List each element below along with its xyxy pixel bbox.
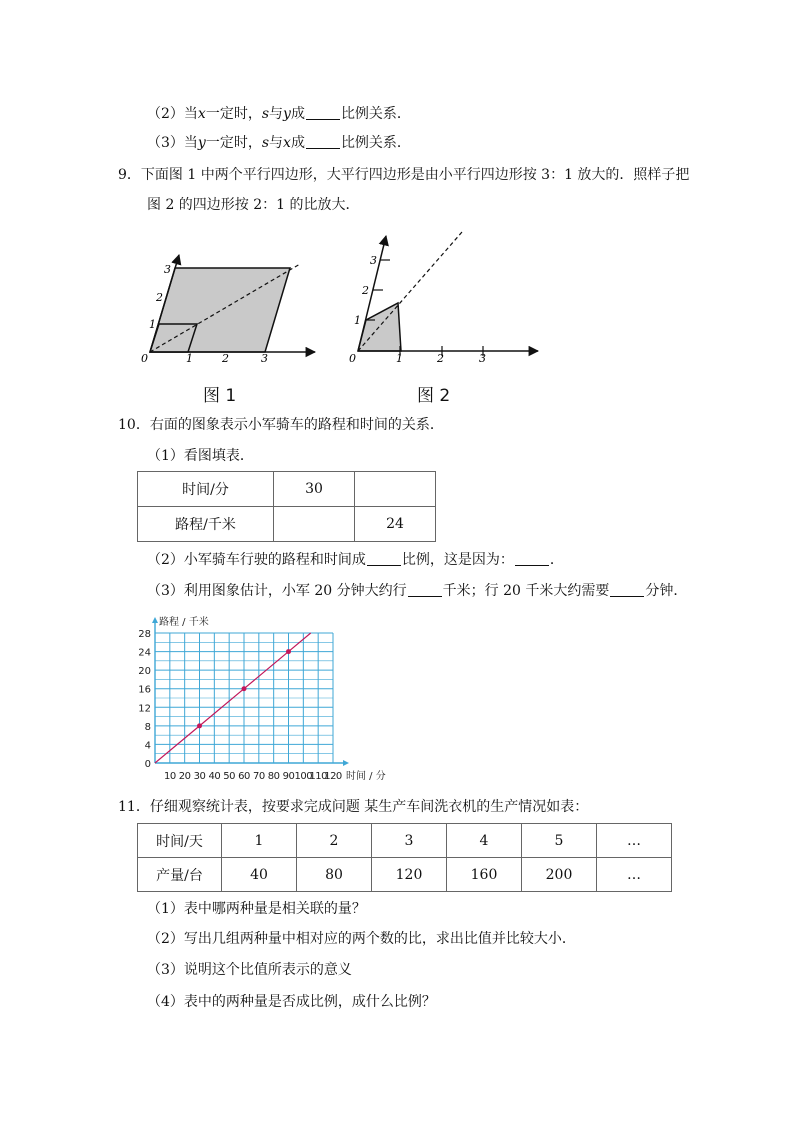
tick-label: 1 [354, 314, 361, 327]
row-header: 时间/天 [138, 824, 222, 858]
table-cell: 24 [355, 507, 436, 542]
q11-sub1: （1）表中哪两种量是相关联的量？ [147, 901, 366, 917]
x-axis-arrow [343, 760, 349, 766]
y-tick-label: 24 [138, 647, 151, 659]
table-row [138, 858, 672, 892]
text: 与 [269, 135, 284, 151]
figure-2 [350, 232, 545, 372]
table-cell: 4 [447, 824, 522, 858]
q8-sub3 [147, 133, 411, 153]
table-row [138, 507, 436, 542]
q10-text: 10．右面的图象表示小军骑车的路程和时间的关系． [118, 417, 444, 433]
text: 一定时， [205, 135, 262, 151]
answer-blank[interactable] [367, 551, 401, 566]
y-axis-arrow [152, 617, 158, 623]
tick-label: 1 [396, 352, 403, 365]
tick-label: 3 [164, 263, 171, 276]
table-cell: 120 [372, 858, 447, 892]
table-cell: 160 [447, 858, 522, 892]
data-point [197, 723, 202, 728]
q11-sub2: （2）写出几组两种量中相对应的两个数的比，求出比值并比较大小． [147, 931, 576, 947]
q11-table [137, 823, 672, 892]
text: 一定时， [205, 106, 262, 122]
x-tick-label: 20 [178, 771, 191, 782]
x-tick-label: 70 [252, 771, 265, 782]
text: 成 [290, 106, 305, 122]
table-cell: 200 [522, 858, 597, 892]
tick-label: 2 [156, 291, 163, 304]
x-axis-label: 时间 / 分 [346, 771, 386, 782]
answer-blank[interactable] [515, 551, 549, 566]
figure-1-label: 图 1 [203, 386, 237, 406]
text: （2）当 [147, 106, 198, 122]
table-cell: … [597, 858, 672, 892]
text: （3）利用图象估计，小军 20 分钟大约行 [147, 583, 407, 599]
x-tick-label: 100 [294, 771, 313, 782]
table-cell: 5 [522, 824, 597, 858]
text: 千米；行 20 千米大约需要 [442, 583, 610, 599]
q9-text-2: 图 2 的四边形按 2：1 的比放大． [147, 197, 360, 213]
x-tick-label: 110 [309, 771, 327, 782]
q10-table [137, 471, 436, 542]
x-tick-label: 30 [193, 771, 206, 782]
figure-1 [140, 250, 330, 370]
tick-label: 2 [222, 352, 229, 365]
table-row [138, 472, 436, 507]
answer-blank[interactable] [408, 582, 442, 597]
text: 比例关系． [340, 135, 411, 151]
var-x: x [283, 135, 291, 151]
tick-label: 2 [362, 284, 369, 297]
tick-label: 3 [479, 352, 486, 365]
table-cell-blank[interactable] [274, 507, 355, 542]
y-tick-label: 0 [144, 759, 151, 770]
q10-sub3 [147, 581, 687, 601]
table-row [138, 824, 672, 858]
y-tick-label: 20 [138, 666, 151, 678]
q10-sub2 [147, 550, 564, 570]
var-s: s [261, 135, 270, 151]
row-header: 产量/台 [138, 858, 222, 892]
answer-blank[interactable] [306, 105, 340, 120]
dashed-ray [358, 232, 462, 351]
text: ． [549, 552, 564, 568]
text: 与 [269, 106, 284, 122]
table-cell-blank[interactable] [355, 472, 436, 507]
data-point [286, 649, 291, 654]
var-x: x [197, 106, 206, 122]
q11-text: 11．仔细观察统计表，按要求完成问题 某生产车间洗衣机的生产情况如表： [118, 799, 589, 815]
table-cell: … [597, 824, 672, 858]
text: （2）小军骑车行驶的路程和时间成 [147, 552, 366, 568]
var-y: y [197, 135, 206, 151]
distance-time-chart [130, 610, 395, 785]
var-s: s [261, 106, 270, 122]
text: 分钟． [645, 583, 688, 599]
tick-label: 0 [141, 352, 148, 365]
answer-blank[interactable] [306, 134, 340, 149]
x-tick-label: 120 [324, 771, 342, 782]
tick-label: 1 [186, 352, 193, 365]
tick-label: 0 [349, 352, 356, 365]
table-cell: 2 [297, 824, 372, 858]
data-point [242, 686, 247, 691]
y-tick-label: 8 [144, 721, 151, 733]
x-tick-label: 10 [163, 771, 176, 782]
table-cell: 3 [372, 824, 447, 858]
y-tick-label: 4 [144, 740, 151, 752]
table-cell: 30 [274, 472, 355, 507]
table-cell: 1 [222, 824, 297, 858]
x-tick-label: 40 [208, 771, 221, 782]
text: 比例，这是因为： [401, 552, 514, 568]
y-tick-label: 28 [138, 629, 151, 640]
tick-label: 1 [149, 318, 156, 331]
row-header: 路程/千米 [138, 507, 274, 542]
q10-sub1: （1）看图填表． [147, 448, 254, 464]
figure-2-label: 图 2 [417, 386, 451, 406]
y-tick-label: 16 [138, 684, 151, 696]
row-header: 时间/分 [138, 472, 274, 507]
q9-text-1: 9．下面图 1 中两个平行四边形，大平行四边形是由小平行四边形按 3：1 放大的．照样子把 [118, 167, 690, 183]
table-cell: 40 [222, 858, 297, 892]
text: 比例关系． [340, 106, 411, 122]
table-cell: 80 [297, 858, 372, 892]
tick-label: 3 [370, 254, 377, 267]
q8-sub2 [147, 104, 411, 124]
x-tick-label: 50 [223, 771, 236, 782]
text: （3）当 [147, 135, 198, 151]
answer-blank[interactable] [610, 582, 644, 597]
x-tick-label: 60 [238, 771, 250, 782]
x-tick-label: 80 [267, 771, 280, 782]
x-tick-label: 90 [282, 771, 295, 782]
tick-label: 2 [437, 352, 444, 365]
y-tick-label: 12 [138, 703, 151, 715]
text: 成 [290, 135, 305, 151]
var-y: y [283, 106, 291, 122]
tick-label: 3 [261, 352, 268, 365]
y-axis-label: 路程 / 千米 [159, 617, 209, 628]
q11-sub4: （4）表中的两种量是否成比例，成什么比例？ [147, 994, 436, 1010]
q11-sub3: （3）说明这个比值所表示的意义 [147, 962, 352, 978]
